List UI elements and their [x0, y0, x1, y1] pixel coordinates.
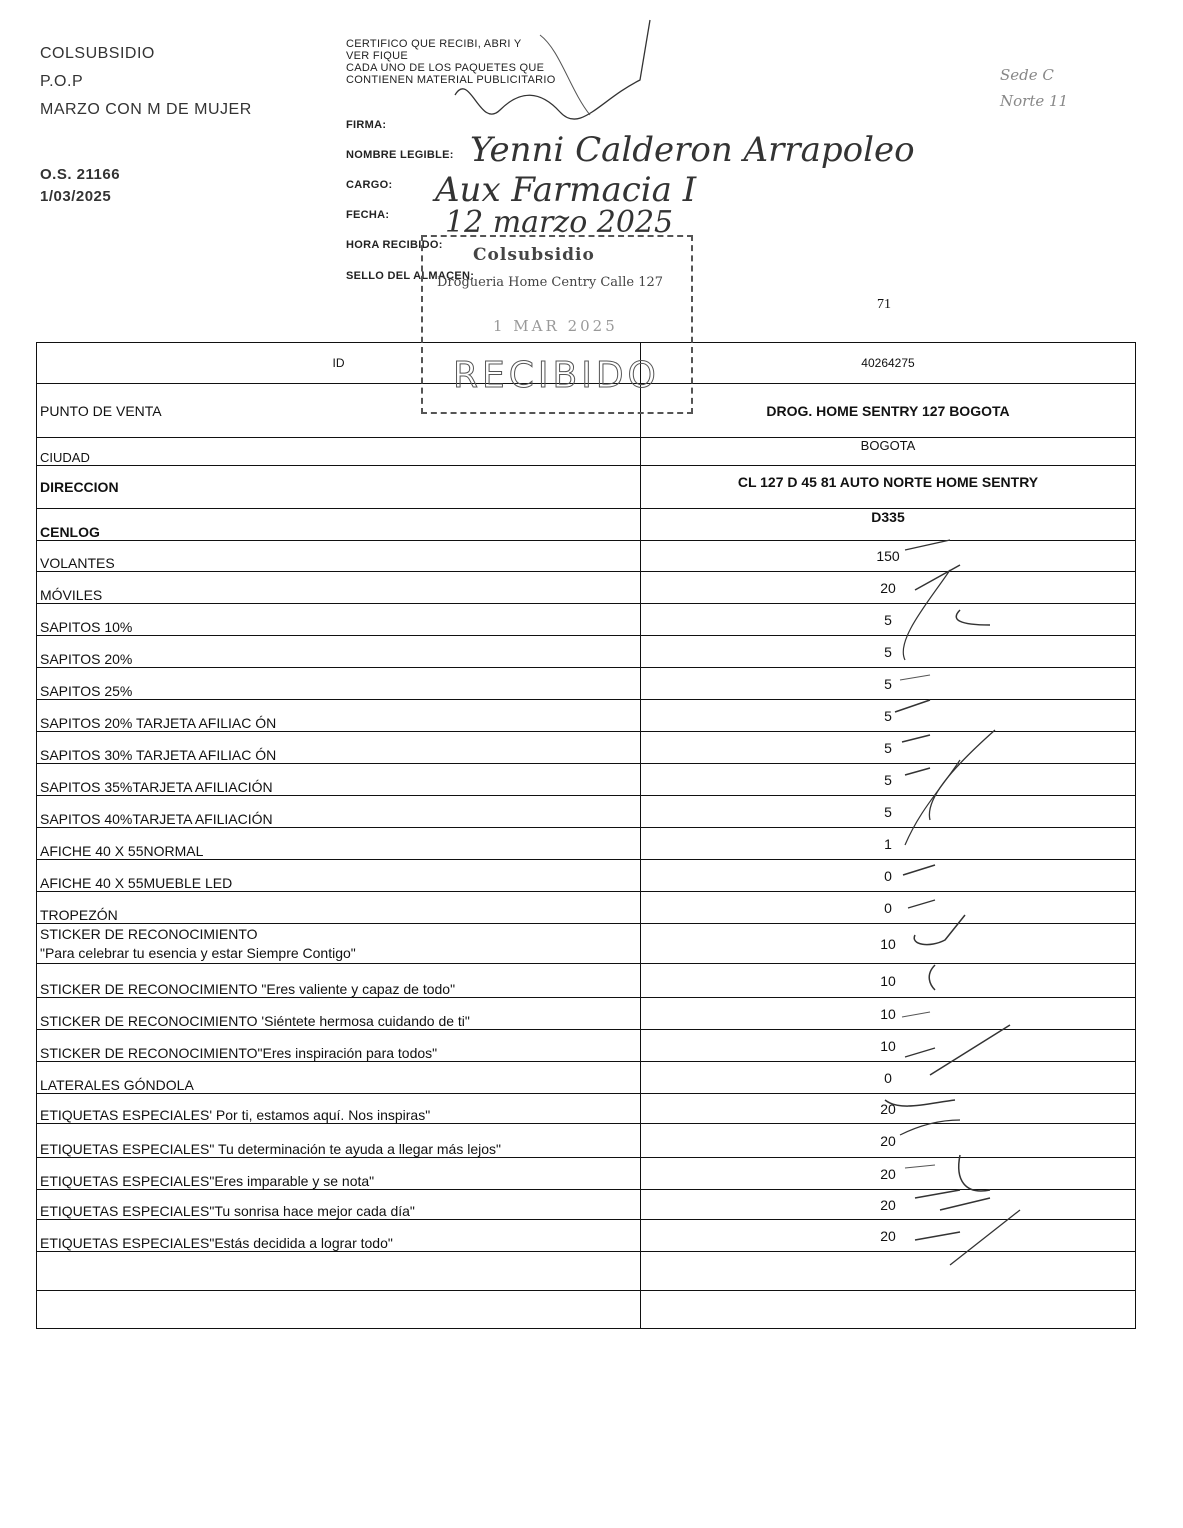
row-label: LATERALES GÓNDOLA: [37, 1062, 641, 1094]
row-label: STICKER DE RECONOCIMIENTO 'Siéntete hermosa cuidando de ti": [37, 998, 641, 1030]
check-mark: [950, 1210, 1020, 1265]
row-value: 5: [641, 668, 1136, 700]
campaign-name: MARZO CON M DE MUJER: [40, 101, 252, 118]
row-label: ETIQUETAS ESPECIALES"Estás decidida a lograr todo": [37, 1220, 641, 1252]
row-label: VOLANTES: [37, 541, 641, 572]
row-label: TROPEZÓN: [37, 892, 641, 924]
row-label: STICKER DE RECONOCIMIENTO"Eres inspiración para todos": [37, 1030, 641, 1062]
id-value: 40264275: [641, 343, 1136, 384]
check-mark: [956, 610, 990, 625]
row-value: 20: [641, 1124, 1136, 1158]
stamp-date: 1 MAR 2025: [493, 317, 618, 335]
corner-note-line: Sede C: [1000, 66, 1054, 84]
firma-label: FIRMA:: [346, 119, 387, 131]
id-label: ID: [37, 343, 641, 384]
sello-label: SELLO DEL ALMACEN:: [346, 270, 475, 282]
page-number: 71: [877, 297, 891, 312]
row-value: DROG. HOME SENTRY 127 BOGOTA: [641, 384, 1136, 438]
nombre-label: NOMBRE LEGIBLE:: [346, 149, 454, 161]
row-value: 20: [641, 1158, 1136, 1190]
row-label: AFICHE 40 X 55MUEBLE LED: [37, 860, 641, 892]
row-label: CENLOG: [37, 509, 641, 541]
row-value: 5: [641, 796, 1136, 828]
row-label: SAPITOS 40%TARJETA AFILIACIÓN: [37, 796, 641, 828]
check-mark: [900, 1120, 960, 1135]
check-mark: [915, 1190, 990, 1210]
row-label: ETIQUETAS ESPECIALES" Tu determinación te ayuda a llegar más lejos": [37, 1124, 641, 1158]
row-value: 10: [641, 998, 1136, 1030]
corner-note-line: Norte 11: [1000, 92, 1069, 110]
check-mark: [905, 540, 950, 550]
handwritten-cargo: Aux Farmacia I: [435, 170, 697, 210]
row-value: 0: [641, 892, 1136, 924]
check-mark: [895, 700, 930, 712]
cert-line: CADA UNO DE LOS PAQUETES QUE: [346, 62, 545, 74]
row-value: 20: [641, 1094, 1136, 1124]
check-mark: [929, 965, 935, 990]
order-date: 1/03/2025: [40, 188, 112, 205]
row-label: ETIQUETAS ESPECIALES"Tu sonrisa hace mejor cada día": [37, 1190, 641, 1220]
row-label: SAPITOS 35%TARJETA AFILIACIÓN: [37, 764, 641, 796]
handwritten-name: Yenni Calderon Arrapoleo: [470, 130, 915, 170]
row-label: SAPITOS 10%: [37, 604, 641, 636]
row-value: 0: [641, 860, 1136, 892]
check-mark: [915, 1232, 960, 1240]
row-label: CIUDAD: [37, 438, 641, 466]
row-label-line: "Para celebrar tu esencia y estar Siempre Contigo": [40, 945, 356, 961]
row-label: SAPITOS 20% TARJETA AFILIAC ÓN: [37, 700, 641, 732]
row-label: SAPITOS 25%: [37, 668, 641, 700]
row-value: 5: [641, 636, 1136, 668]
check-mark: [902, 1012, 930, 1017]
order-number: O.S. 21166: [40, 166, 121, 183]
row-value: D335: [641, 509, 1136, 541]
doc-type: P.O.P: [40, 73, 84, 90]
row-value: 20: [641, 572, 1136, 604]
check-mark: [905, 1048, 935, 1057]
row-value: 5: [641, 732, 1136, 764]
row-value: 1: [641, 828, 1136, 860]
row-value: 150: [641, 541, 1136, 572]
row-value: BOGOTA: [641, 438, 1136, 466]
check-mark: [905, 768, 930, 775]
row-value: 20: [641, 1190, 1136, 1220]
check-mark: [905, 1165, 935, 1168]
row-value: 10: [641, 924, 1136, 964]
row-label: PUNTO DE VENTA: [37, 384, 641, 438]
row-label: DIRECCION: [37, 466, 641, 509]
cargo-label: CARGO:: [346, 179, 393, 191]
fecha-label: FECHA:: [346, 209, 390, 221]
handwritten-date: 12 marzo 2025: [445, 205, 674, 240]
stamp-brand: Colsubsidio: [473, 245, 595, 265]
hora-label: HORA RECIBIDO:: [346, 239, 443, 251]
cert-line: CERTIFICO QUE RECIBI, ABRI Y: [346, 38, 522, 50]
row-label-line: STICKER DE RECONOCIMIENTO: [40, 926, 258, 942]
check-mark: [930, 1025, 1010, 1075]
row-value: 5: [641, 700, 1136, 732]
row-label: ETIQUETAS ESPECIALES' Por ti, estamos aquí. Nos inspiras": [37, 1094, 641, 1124]
check-mark: [959, 1155, 990, 1191]
check-mark: [900, 675, 930, 680]
row-value: 5: [641, 764, 1136, 796]
row-value: 10: [641, 1030, 1136, 1062]
check-mark: [914, 915, 965, 945]
cert-line: VER FIQUE: [346, 50, 408, 62]
check-mark: [903, 865, 935, 875]
check-mark: [885, 1100, 955, 1106]
row-label: AFICHE 40 X 55NORMAL: [37, 828, 641, 860]
signature-stroke: [455, 20, 650, 119]
row-label: SAPITOS 30% TARJETA AFILIAC ÓN: [37, 732, 641, 764]
stamp-branch: Drogueria Home Centry Calle 127: [437, 275, 664, 290]
check-mark: [908, 900, 935, 908]
row-value: 0: [641, 1062, 1136, 1094]
row-value: 10: [641, 964, 1136, 998]
check-mark: [929, 730, 995, 820]
check-mark: [915, 565, 960, 590]
row-value: CL 127 D 45 81 AUTO NORTE HOME SENTRY: [641, 466, 1136, 509]
row-value: 20: [641, 1220, 1136, 1252]
row-label: MÓVILES: [37, 572, 641, 604]
org-name: COLSUBSIDIO: [40, 45, 155, 62]
signature-stroke: [540, 35, 590, 115]
row-label: STICKER DE RECONOCIMIENTO "Eres valiente y capaz de todo": [37, 964, 641, 998]
row-label: SAPITOS 20%: [37, 636, 641, 668]
stamp-status: RECIBIDO: [453, 355, 660, 396]
row-value: 5: [641, 604, 1136, 636]
cert-line: CONTIENEN MATERIAL PUBLICITARIO: [346, 74, 556, 86]
check-mark: [902, 735, 930, 742]
row-label: ETIQUETAS ESPECIALES"Eres imparable y se nota": [37, 1158, 641, 1190]
